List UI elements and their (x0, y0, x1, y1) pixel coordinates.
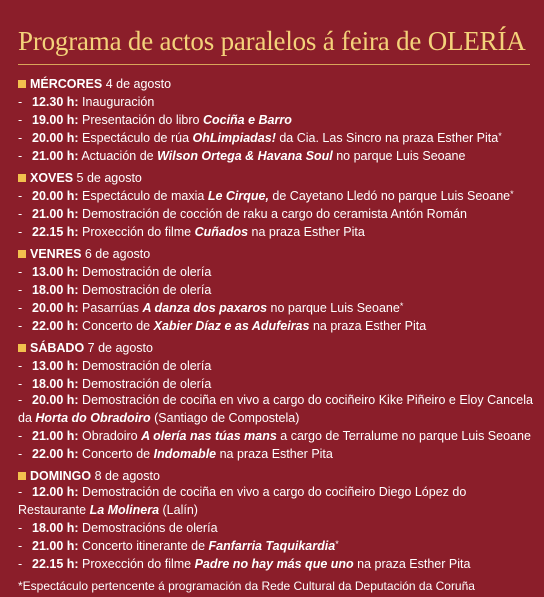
event-text: Proxección do filme (78, 225, 195, 239)
event-highlight: Cociña e Barro (202, 113, 292, 127)
event-text: Demostración de cocción de raku a cargo do ceramista Antón Román (78, 207, 467, 221)
event-time: 22.00 h: (32, 447, 79, 461)
event-time: 12.00 h: (32, 485, 79, 499)
event-item (18, 392, 534, 426)
event-text: Inauguración (78, 95, 155, 109)
event-time: 19.00 h: (32, 113, 79, 127)
dash-marker: - (18, 95, 23, 109)
event-text-after: no parque Luis Seoane (332, 149, 466, 163)
dash-marker: - (18, 189, 23, 203)
event-time: 13.00 h: (32, 265, 79, 279)
event-item (18, 222, 534, 240)
event-text: Demostración de olería (78, 377, 212, 391)
event-time: 18.00 h: (32, 377, 79, 391)
day-heading (18, 340, 534, 356)
dash-marker: - (18, 521, 23, 535)
event-text: Concerto itinerante de (78, 539, 209, 553)
event-highlight: Wilson Ortega & Havana Soul (157, 149, 333, 163)
day-name: VENRES (30, 247, 82, 261)
event-text: Proxección do filme (78, 557, 195, 571)
event-item (18, 444, 534, 462)
event-item (18, 484, 534, 518)
event-text: Demostración de cociña en vivo a cargo do cociñeiro Diego López do Restaurante (18, 485, 467, 517)
event-item (18, 92, 534, 110)
event-item (18, 536, 534, 554)
day-section (18, 246, 534, 334)
event-item (18, 128, 534, 146)
event-item (18, 298, 534, 316)
event-time: 18.00 h: (32, 283, 79, 297)
event-time: 20.00 h: (32, 189, 79, 203)
event-item (18, 280, 534, 298)
event-text: Demostración de olería (78, 283, 212, 297)
day-section (18, 76, 534, 164)
event-item (18, 262, 534, 280)
dash-marker: - (18, 447, 23, 461)
event-text: Espectáculo de maxia (78, 189, 208, 203)
event-highlight: OhLimpiadas! (192, 131, 276, 145)
event-text-after: na praza Esther Pita (309, 319, 427, 333)
dash-marker: - (18, 225, 23, 239)
dash-marker: - (18, 265, 23, 279)
event-text-after: no parque Luis Seoane (267, 301, 400, 315)
footnote-star: * (510, 189, 514, 199)
event-highlight: Padre no hay más que uno (194, 557, 354, 571)
page-title: Programa de actos paralelos á feira de OLERÍA (18, 26, 526, 56)
event-time: 18.00 h: (32, 521, 79, 535)
event-text: Concerto de (78, 319, 154, 333)
event-time: 21.00 h: (32, 539, 79, 553)
footnote-star: * (498, 131, 502, 141)
event-item (18, 110, 534, 128)
event-highlight: La Molinera (89, 503, 160, 517)
day-date: 4 de agosto (102, 77, 172, 91)
dash-marker: - (18, 113, 23, 127)
event-time: 20.00 h: (32, 301, 79, 315)
event-text: Pasarrúas (78, 301, 143, 315)
event-text: Demostracións de olería (78, 521, 218, 535)
day-heading (18, 76, 534, 92)
dash-marker: - (18, 485, 23, 499)
event-time: 22.00 h: (32, 319, 79, 333)
event-highlight: A danza dos paxaros (142, 301, 268, 315)
event-time: 22.15 h: (32, 225, 79, 239)
event-highlight: Horta do Obradoiro (35, 411, 151, 425)
day-date: 8 de agosto (91, 469, 160, 483)
event-item (18, 316, 534, 334)
square-bullet-icon (18, 174, 26, 182)
event-text-after: na praza Esther Pita (216, 447, 333, 461)
event-item (18, 426, 534, 444)
event-item (18, 186, 534, 204)
day-section (18, 468, 534, 572)
event-text: Espectáculo de rúa (78, 131, 193, 145)
day-section (18, 170, 534, 240)
dash-marker: - (18, 557, 23, 571)
event-time: 20.00 h: (32, 131, 79, 145)
title-divider (18, 64, 530, 65)
dash-marker: - (18, 429, 23, 443)
square-bullet-icon (18, 250, 26, 258)
event-item (18, 356, 534, 374)
event-item (18, 204, 534, 222)
day-date: 7 de agosto (84, 341, 153, 355)
dash-marker: - (18, 359, 23, 373)
event-text-after: (Lalín) (159, 503, 198, 517)
event-time: 22.15 h: (32, 557, 79, 571)
day-date: 6 de agosto (81, 247, 151, 261)
event-time: 12.30 h: (32, 95, 79, 109)
dash-marker: - (18, 149, 23, 163)
event-text-after: a cargo de Terralume no parque Luis Seoane (276, 429, 531, 443)
dash-marker: - (18, 393, 23, 407)
event-item (18, 374, 534, 392)
day-name: DOMINGO (30, 469, 92, 483)
event-item (18, 146, 534, 164)
day-name: SÁBADO (30, 341, 85, 355)
day-name: XOVES (30, 171, 74, 185)
event-time: 21.00 h: (32, 207, 79, 221)
event-text-after: de Cayetano Lledó no parque Luis Seoane (268, 189, 511, 203)
event-text: Demostración de olería (78, 265, 212, 279)
square-bullet-icon (18, 472, 26, 480)
event-highlight: Fanfarria Taquikardia (208, 539, 336, 553)
event-text-after: (Santiago de Compostela) (150, 411, 300, 425)
square-bullet-icon (18, 344, 26, 352)
event-time: 21.00 h: (32, 149, 79, 163)
footnote: *Espectáculo pertencente á programación da Rede Cultural da Deputación da Coruña (18, 579, 475, 593)
event-time: 13.00 h: (32, 359, 79, 373)
event-highlight: Indomable (153, 447, 217, 461)
day-heading (18, 246, 534, 262)
event-time: 21.00 h: (32, 429, 79, 443)
dash-marker: - (18, 207, 23, 221)
event-text: Demostración de olería (78, 359, 212, 373)
event-text: Actuación de (78, 149, 158, 163)
event-highlight: Le Cirque, (207, 189, 269, 203)
event-highlight: A olería nas túas mans (141, 429, 277, 443)
event-text-after: na praza Esther Pita (353, 557, 471, 571)
event-text: Demostración de cociña en vivo a cargo do cociñeiro Kike Piñeiro e Eloy Cancela da (18, 393, 533, 425)
event-item (18, 554, 534, 572)
dash-marker: - (18, 283, 23, 297)
square-bullet-icon (18, 80, 26, 88)
dash-marker: - (18, 539, 23, 553)
dash-marker: - (18, 301, 23, 315)
event-text-after: na praza Esther Pita (248, 225, 365, 239)
day-date: 5 de agosto (73, 171, 142, 185)
dash-marker: - (18, 319, 23, 333)
footnote-star: * (399, 301, 404, 311)
event-time: 20.00 h: (32, 393, 79, 407)
footnote-star: * (335, 539, 339, 549)
dash-marker: - (18, 131, 23, 145)
day-section (18, 340, 534, 462)
event-text: Presentación do libro (78, 113, 203, 127)
event-item (18, 518, 534, 536)
schedule (18, 76, 534, 594)
day-heading (18, 468, 534, 484)
event-text-after: da Cia. Las Sincro na praza Esther Pita (275, 131, 499, 145)
dash-marker: - (18, 377, 23, 391)
event-highlight: Xabier Díaz e as Adufeiras (153, 319, 310, 333)
event-highlight: Cuñados (194, 225, 249, 239)
event-text: Concerto de (78, 447, 154, 461)
day-name: MÉRCORES (30, 77, 103, 91)
day-heading (18, 170, 534, 186)
event-text: Obradoiro (78, 429, 142, 443)
